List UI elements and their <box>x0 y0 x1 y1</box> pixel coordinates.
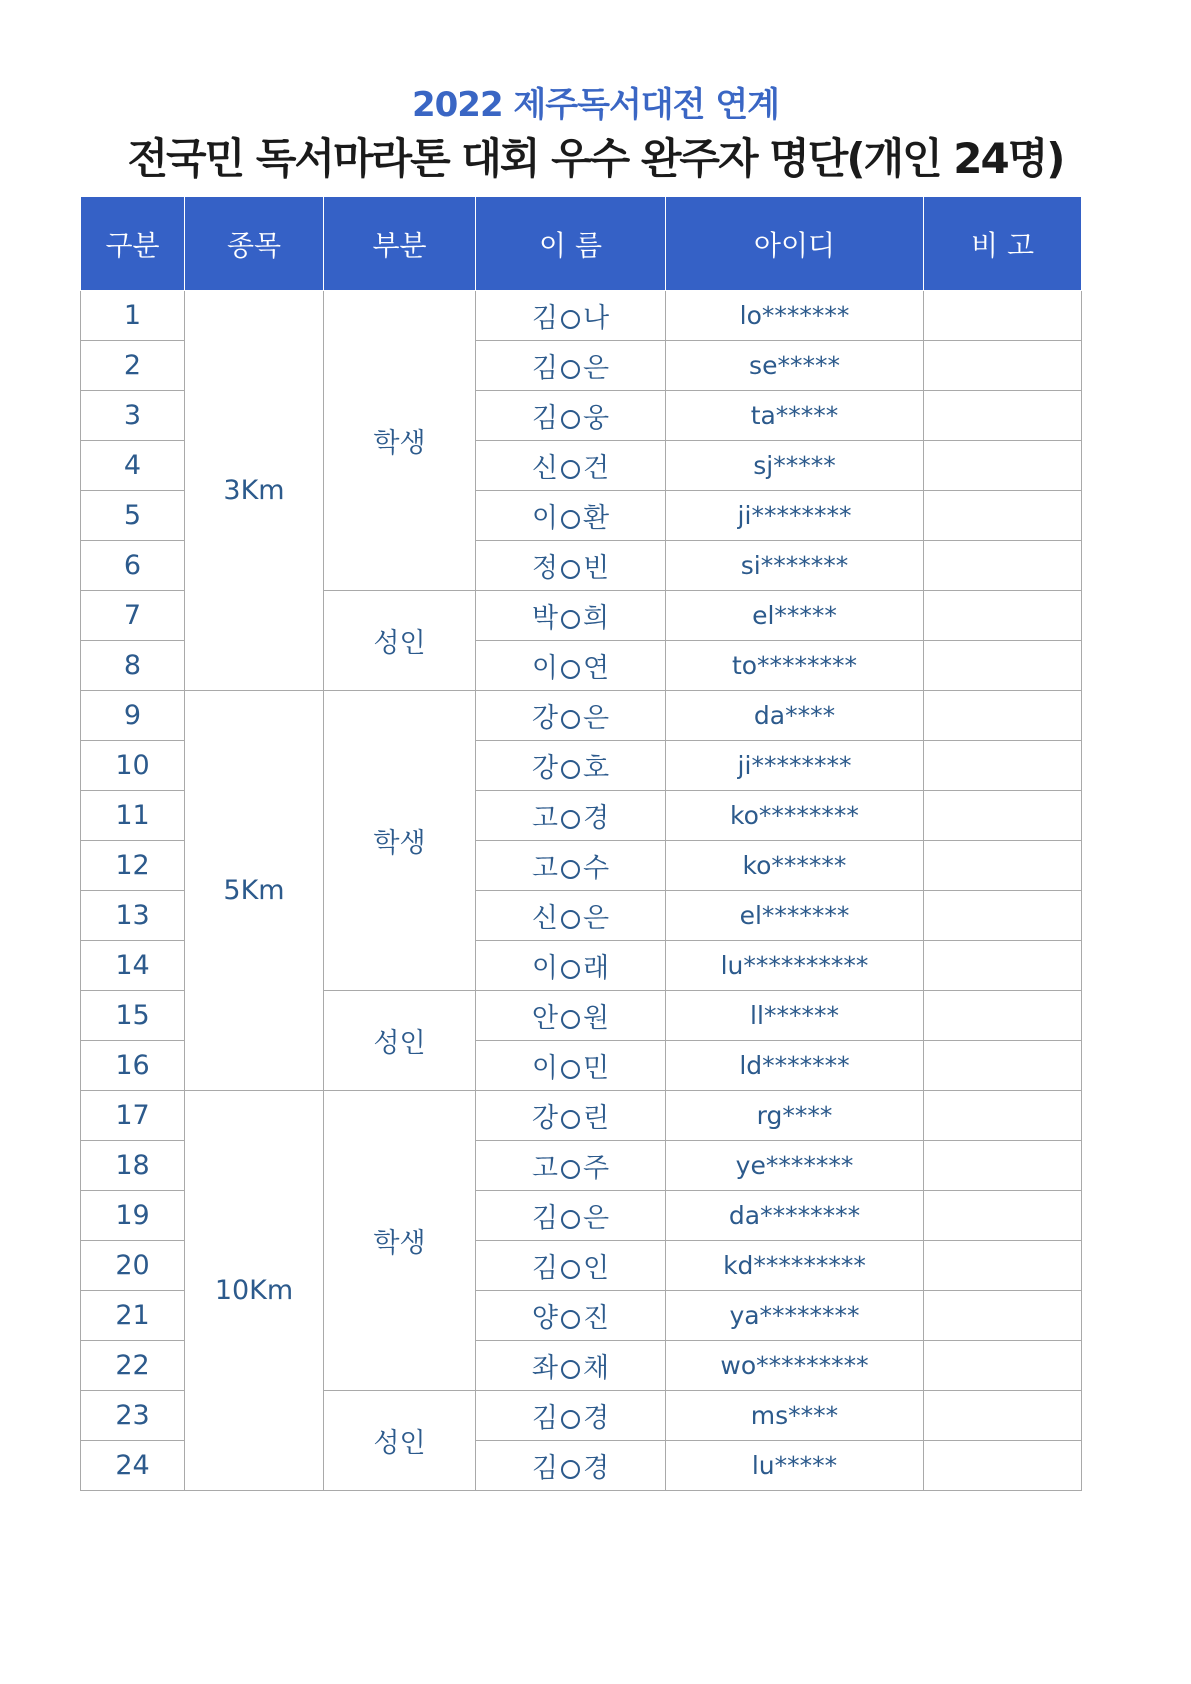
masked-circle-icon <box>561 1460 580 1479</box>
note-cell <box>924 1391 1082 1441</box>
name-cell <box>476 591 666 641</box>
note-cell <box>924 491 1082 541</box>
name-cell <box>476 791 666 841</box>
surname: 강 <box>531 753 558 784</box>
user-id-cell: sj***** <box>666 441 924 491</box>
user-id-cell: da**** <box>666 691 924 741</box>
given-name: 나 <box>583 303 610 334</box>
surname: 이 <box>531 953 558 984</box>
given-name: 호 <box>583 753 610 784</box>
user-id-cell: ll****** <box>666 991 924 1041</box>
name-cell <box>476 691 666 741</box>
given-name: 환 <box>583 503 610 534</box>
category-cell: 학생 <box>324 291 476 591</box>
masked-circle-icon <box>561 460 580 479</box>
given-name: 희 <box>583 603 610 634</box>
given-name: 원 <box>583 1003 610 1034</box>
surname: 김 <box>531 1453 558 1484</box>
row-number: 22 <box>81 1341 185 1391</box>
note-cell <box>924 1341 1082 1391</box>
given-name: 건 <box>583 453 610 484</box>
masked-circle-icon <box>561 960 580 979</box>
row-number: 12 <box>81 841 185 891</box>
given-name: 은 <box>583 703 610 734</box>
row-number: 8 <box>81 641 185 691</box>
category-cell: 학생 <box>324 1091 476 1391</box>
surname: 김 <box>531 403 558 434</box>
name-cell <box>476 391 666 441</box>
note-cell <box>924 291 1082 341</box>
name-cell <box>476 1391 666 1441</box>
row-number: 11 <box>81 791 185 841</box>
name-cell <box>476 491 666 541</box>
surname: 고 <box>531 803 558 834</box>
note-cell <box>924 1041 1082 1091</box>
surname: 김 <box>531 1203 558 1234</box>
surname: 이 <box>531 1053 558 1084</box>
given-name: 주 <box>583 1153 610 1184</box>
surname: 김 <box>531 353 558 384</box>
user-id-cell: ko****** <box>666 841 924 891</box>
given-name: 경 <box>583 803 610 834</box>
name-cell <box>476 441 666 491</box>
surname: 고 <box>531 1153 558 1184</box>
column-header-name: 이 름 <box>476 197 666 291</box>
name-cell <box>476 341 666 391</box>
name-cell <box>476 291 666 341</box>
row-number: 4 <box>81 441 185 491</box>
masked-circle-icon <box>561 710 580 729</box>
note-cell <box>924 1441 1082 1491</box>
page-title: 전국민 독서마라톤 대회 우수 완주자 명단(개인 24명) <box>127 134 1064 183</box>
surname: 이 <box>531 653 558 684</box>
table-header-row <box>81 197 1082 291</box>
given-name: 진 <box>583 1303 610 1334</box>
name-cell <box>476 741 666 791</box>
user-id-cell: el******* <box>666 891 924 941</box>
given-name: 수 <box>583 853 610 884</box>
name-cell <box>476 1341 666 1391</box>
note-cell <box>924 941 1082 991</box>
row-number: 24 <box>81 1441 185 1491</box>
masked-circle-icon <box>561 760 580 779</box>
given-name: 경 <box>583 1453 610 1484</box>
given-name: 연 <box>583 653 610 684</box>
row-number: 9 <box>81 691 185 741</box>
masked-circle-icon <box>561 560 580 579</box>
row-number: 15 <box>81 991 185 1041</box>
row-number: 7 <box>81 591 185 641</box>
note-cell <box>924 1141 1082 1191</box>
name-cell <box>476 1091 666 1141</box>
surname: 김 <box>531 303 558 334</box>
table-row <box>81 291 1082 341</box>
row-number: 16 <box>81 1041 185 1091</box>
event-cell: 5Km <box>185 691 324 1091</box>
user-id-cell: to******** <box>666 641 924 691</box>
column-header-note: 비 고 <box>924 197 1082 291</box>
page-subtitle: 2022 제주독서대전 연계 <box>411 85 780 125</box>
surname: 정 <box>531 553 558 584</box>
note-cell <box>924 1191 1082 1241</box>
row-number: 6 <box>81 541 185 591</box>
event-cell: 10Km <box>185 1091 324 1491</box>
row-number: 10 <box>81 741 185 791</box>
user-id-cell: rg**** <box>666 1091 924 1141</box>
row-number: 19 <box>81 1191 185 1241</box>
given-name: 은 <box>583 1203 610 1234</box>
surname: 강 <box>531 703 558 734</box>
given-name: 린 <box>583 1103 610 1134</box>
user-id-cell: el***** <box>666 591 924 641</box>
note-cell <box>924 591 1082 641</box>
user-id-cell: ya******** <box>666 1291 924 1341</box>
masked-circle-icon <box>561 1060 580 1079</box>
note-cell <box>924 891 1082 941</box>
user-id-cell: ta***** <box>666 391 924 441</box>
given-name: 은 <box>583 903 610 934</box>
surname: 좌 <box>531 1353 558 1384</box>
masked-circle-icon <box>561 1210 580 1229</box>
masked-circle-icon <box>561 1310 580 1329</box>
row-number: 17 <box>81 1091 185 1141</box>
given-name: 민 <box>583 1053 610 1084</box>
surname: 이 <box>531 503 558 534</box>
masked-circle-icon <box>561 810 580 829</box>
given-name: 웅 <box>583 403 610 434</box>
surname: 박 <box>531 603 558 634</box>
category-cell: 성인 <box>324 1391 476 1491</box>
row-number: 18 <box>81 1141 185 1191</box>
surname: 신 <box>531 453 558 484</box>
given-name: 채 <box>583 1353 610 1384</box>
column-header-category: 부분 <box>324 197 476 291</box>
note-cell <box>924 991 1082 1041</box>
note-cell <box>924 741 1082 791</box>
surname: 강 <box>531 1103 558 1134</box>
row-number: 14 <box>81 941 185 991</box>
user-id-cell: ji******** <box>666 491 924 541</box>
category-cell: 성인 <box>324 991 476 1091</box>
name-cell <box>476 941 666 991</box>
row-number: 3 <box>81 391 185 441</box>
user-id-cell: ld******* <box>666 1041 924 1091</box>
user-id-cell: ye******* <box>666 1141 924 1191</box>
masked-circle-icon <box>561 1160 580 1179</box>
note-cell <box>924 641 1082 691</box>
user-id-cell: ji******** <box>666 741 924 791</box>
finisher-table <box>80 196 1082 1491</box>
note-cell <box>924 541 1082 591</box>
name-cell <box>476 1441 666 1491</box>
row-number: 2 <box>81 341 185 391</box>
given-name: 경 <box>583 1403 610 1434</box>
note-cell <box>924 1091 1082 1141</box>
masked-circle-icon <box>561 1010 580 1029</box>
user-id-cell: kd********* <box>666 1241 924 1291</box>
masked-circle-icon <box>561 1410 580 1429</box>
name-cell <box>476 841 666 891</box>
user-id-cell: ms**** <box>666 1391 924 1441</box>
table-row <box>81 691 1082 741</box>
given-name: 은 <box>583 353 610 384</box>
note-cell <box>924 1291 1082 1341</box>
masked-circle-icon <box>561 1260 580 1279</box>
masked-circle-icon <box>561 910 580 929</box>
masked-circle-icon <box>561 610 580 629</box>
note-cell <box>924 691 1082 741</box>
name-cell <box>476 541 666 591</box>
row-number: 13 <box>81 891 185 941</box>
masked-circle-icon <box>561 360 580 379</box>
masked-circle-icon <box>561 310 580 329</box>
given-name: 래 <box>583 953 610 984</box>
given-name: 인 <box>583 1253 610 1284</box>
row-number: 21 <box>81 1291 185 1341</box>
name-cell <box>476 991 666 1041</box>
name-cell <box>476 1241 666 1291</box>
table-body <box>81 291 1082 1491</box>
column-header-no: 구분 <box>81 197 185 291</box>
note-cell <box>924 391 1082 441</box>
user-id-cell: da******** <box>666 1191 924 1241</box>
masked-circle-icon <box>561 1110 580 1129</box>
event-cell: 3Km <box>185 291 324 691</box>
table-row <box>81 1091 1082 1141</box>
row-number: 23 <box>81 1391 185 1441</box>
masked-circle-icon <box>561 410 580 429</box>
user-id-cell: si******* <box>666 541 924 591</box>
note-cell <box>924 1241 1082 1291</box>
name-cell <box>476 1191 666 1241</box>
note-cell <box>924 841 1082 891</box>
user-id-cell: se***** <box>666 341 924 391</box>
column-header-event: 종목 <box>185 197 324 291</box>
masked-circle-icon <box>561 860 580 879</box>
surname: 신 <box>531 903 558 934</box>
column-header-id: 아이디 <box>666 197 924 291</box>
surname: 안 <box>531 1003 558 1034</box>
user-id-cell: lu********** <box>666 941 924 991</box>
user-id-cell: ko******** <box>666 791 924 841</box>
name-cell <box>476 1291 666 1341</box>
row-number: 5 <box>81 491 185 541</box>
user-id-cell: lu***** <box>666 1441 924 1491</box>
category-cell: 성인 <box>324 591 476 691</box>
surname: 김 <box>531 1403 558 1434</box>
user-id-cell: lo******* <box>666 291 924 341</box>
name-cell <box>476 641 666 691</box>
name-cell <box>476 891 666 941</box>
masked-circle-icon <box>561 660 580 679</box>
user-id-cell: wo********* <box>666 1341 924 1391</box>
note-cell <box>924 341 1082 391</box>
category-cell: 학생 <box>324 691 476 991</box>
surname: 양 <box>531 1303 558 1334</box>
name-cell <box>476 1141 666 1191</box>
note-cell <box>924 441 1082 491</box>
masked-circle-icon <box>561 1360 580 1379</box>
note-cell <box>924 791 1082 841</box>
given-name: 빈 <box>583 553 610 584</box>
masked-circle-icon <box>561 510 580 529</box>
surname: 김 <box>531 1253 558 1284</box>
name-cell <box>476 1041 666 1091</box>
surname: 고 <box>531 853 558 884</box>
row-number: 1 <box>81 291 185 341</box>
row-number: 20 <box>81 1241 185 1291</box>
